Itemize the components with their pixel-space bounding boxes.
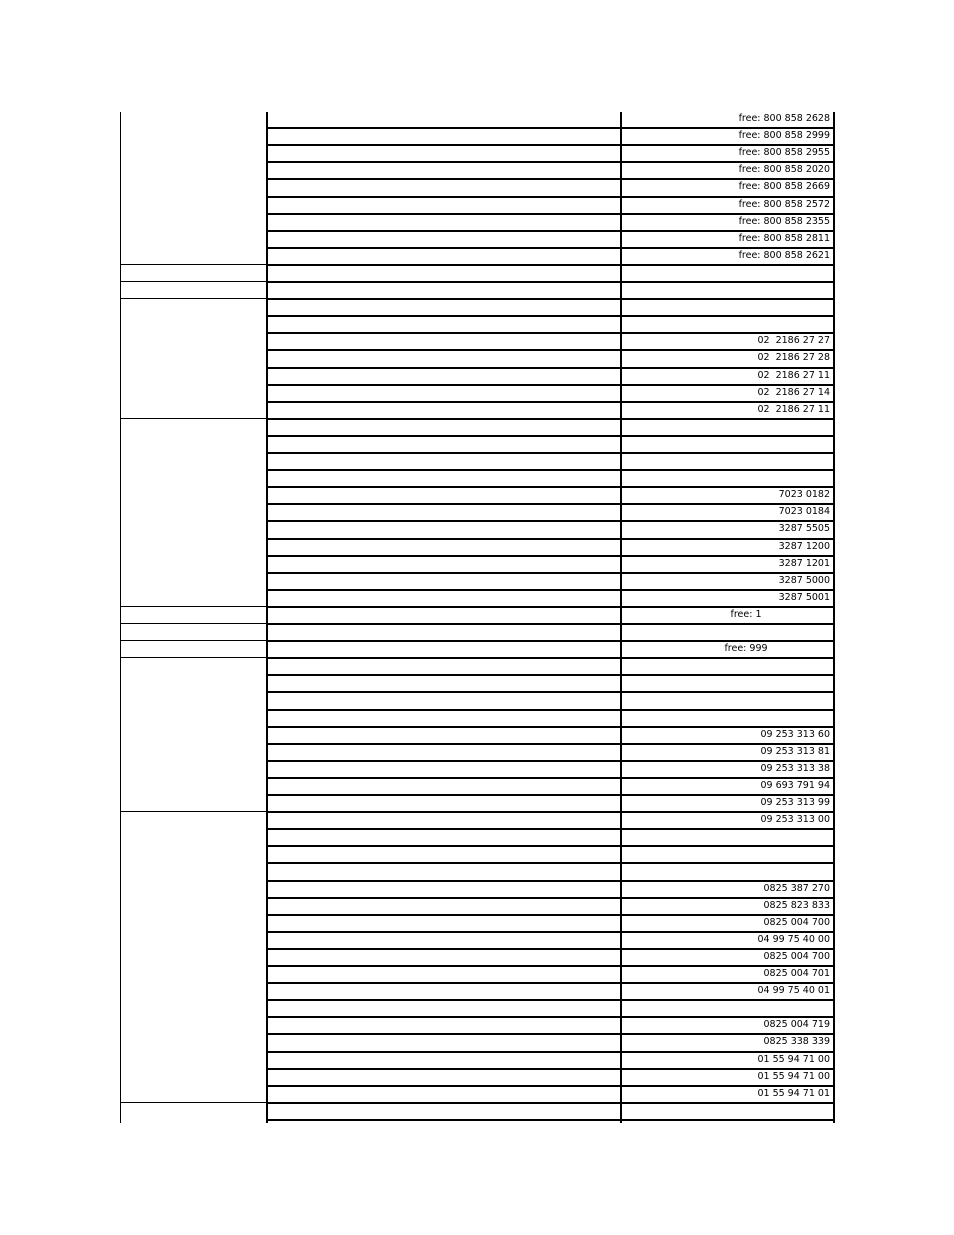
row-rule	[267, 264, 834, 266]
row-rule	[267, 982, 834, 984]
phone-number-cell: 7023 0182	[778, 489, 830, 501]
row-rule	[267, 572, 834, 574]
row-rule	[267, 931, 834, 933]
phone-number-cell: 04 99 75 40 00	[757, 933, 830, 945]
phone-number-cell: 3287 5505	[778, 523, 830, 535]
phone-number-cell: free: 800 858 2355	[738, 215, 830, 227]
phone-number-cell: 09 253 313 38	[760, 762, 830, 774]
row-rule	[267, 777, 834, 779]
phone-number-cell: 02 2186 27 27	[757, 335, 830, 347]
phone-number-cell: 09 253 313 00	[760, 814, 830, 826]
row-rule	[267, 349, 834, 351]
row-rule	[267, 281, 834, 283]
row-rule	[267, 623, 834, 625]
row-rule	[267, 161, 834, 163]
phone-number-cell: free: 800 858 2955	[738, 147, 830, 159]
row-rule	[267, 418, 834, 420]
row-rule	[267, 897, 834, 899]
phone-number-cell: 7023 0184	[778, 506, 830, 518]
phone-number-cell: 02 2186 27 14	[757, 386, 830, 398]
group-rule	[120, 606, 267, 607]
row-rule	[267, 845, 834, 847]
row-rule	[267, 1102, 834, 1104]
row-rule	[267, 315, 834, 317]
phone-number-cell: 0825 004 700	[763, 950, 830, 962]
row-rule	[267, 640, 834, 642]
group-rule	[120, 281, 267, 282]
row-rule	[267, 384, 834, 386]
row-rule	[267, 726, 834, 728]
phone-number-cell: 3287 5000	[778, 574, 830, 586]
row-rule	[267, 230, 834, 232]
phone-number-cell: 0825 004 700	[763, 916, 830, 928]
phone-number-cell: 09 253 313 60	[760, 728, 830, 740]
row-rule	[267, 811, 834, 813]
phone-number-cell: 09 253 313 81	[760, 745, 830, 757]
phone-number-cell: 01 55 94 71 00	[757, 1070, 830, 1082]
row-rule	[267, 538, 834, 540]
phone-number-cell: 0825 004 701	[763, 968, 830, 979]
row-rule	[267, 999, 834, 1001]
row-rule	[267, 794, 834, 796]
row-rule	[267, 555, 834, 557]
row-rule	[267, 589, 834, 591]
phone-number-cell: 09 693 791 94	[760, 779, 830, 791]
phone-number-cell: 01 55 94 71 00	[757, 1053, 830, 1065]
phone-number-cell: free: 800 858 2811	[738, 232, 830, 244]
row-rule	[267, 247, 834, 249]
row-rule	[267, 1085, 834, 1087]
row-rule	[267, 743, 834, 745]
row-rule	[267, 914, 834, 916]
row-rule	[267, 880, 834, 882]
group-rule	[120, 298, 267, 299]
row-rule	[267, 127, 834, 129]
row-rule	[267, 1051, 834, 1053]
group-rule	[120, 811, 267, 812]
row-rule	[267, 486, 834, 488]
row-rule	[267, 469, 834, 471]
phone-number-cell: 0825 823 833	[763, 899, 830, 911]
row-rule	[267, 965, 834, 967]
phone-number-cell: 0825 004 719	[763, 1019, 830, 1031]
row-rule	[267, 520, 834, 522]
phone-number-cell: free: 999	[724, 643, 768, 655]
row-rule	[267, 1016, 834, 1018]
phone-number-cell: free: 800 858 2572	[738, 198, 830, 210]
phone-number-cell: free: 800 858 2999	[738, 130, 830, 142]
phone-number-cell: 0825 387 270	[763, 882, 830, 894]
row-rule	[267, 503, 834, 505]
row-rule	[267, 332, 834, 334]
row-rule	[267, 401, 834, 403]
phone-number-cell: free: 800 858 2020	[738, 164, 830, 176]
row-rule	[267, 298, 834, 300]
row-rule	[267, 178, 834, 180]
phone-number-cell: 04 99 75 40 01	[757, 985, 830, 997]
group-rule	[120, 657, 267, 658]
group-rule	[120, 418, 267, 419]
row-rule	[267, 1119, 834, 1121]
phone-number-cell: 0825 338 339	[763, 1036, 830, 1048]
phone-number-cell: 02 2186 27 28	[757, 352, 830, 364]
row-rule	[267, 367, 834, 369]
row-rule	[267, 862, 834, 864]
row-rule	[267, 657, 834, 659]
row-rule	[267, 828, 834, 830]
group-rule	[120, 1102, 267, 1103]
phone-number-cell: free: 1	[730, 608, 762, 620]
phone-number-cell: free: 800 858 2621	[738, 249, 830, 261]
row-rule	[267, 606, 834, 608]
phone-number-cell: 3287 5001	[778, 591, 830, 603]
row-rule	[267, 948, 834, 950]
row-rule	[267, 760, 834, 762]
row-rule	[267, 691, 834, 693]
row-rule	[267, 144, 834, 146]
row-rule	[267, 196, 834, 198]
phone-number-cell: 02 2186 27 11	[757, 369, 830, 381]
phone-number-cell: 3287 1200	[778, 540, 830, 552]
phone-number-cell: 3287 1201	[778, 557, 830, 569]
row-rule	[267, 1033, 834, 1035]
row-rule	[267, 1068, 834, 1070]
phone-number-cell: 01 55 94 71 01	[757, 1087, 830, 1099]
row-rule	[267, 213, 834, 215]
row-rule	[267, 709, 834, 711]
group-rule	[120, 264, 267, 265]
row-rule	[267, 435, 834, 437]
row-rule	[267, 674, 834, 676]
phone-number-cell: 02 2186 27 11	[757, 403, 830, 415]
phone-number-cell: free: 800 858 2628	[738, 113, 830, 124]
phone-number-cell: free: 800 858 2669	[738, 181, 830, 193]
row-rule	[267, 452, 834, 454]
phone-number-cell: 09 253 313 99	[760, 797, 830, 808]
group-rule	[120, 623, 267, 624]
group-rule	[120, 640, 267, 641]
